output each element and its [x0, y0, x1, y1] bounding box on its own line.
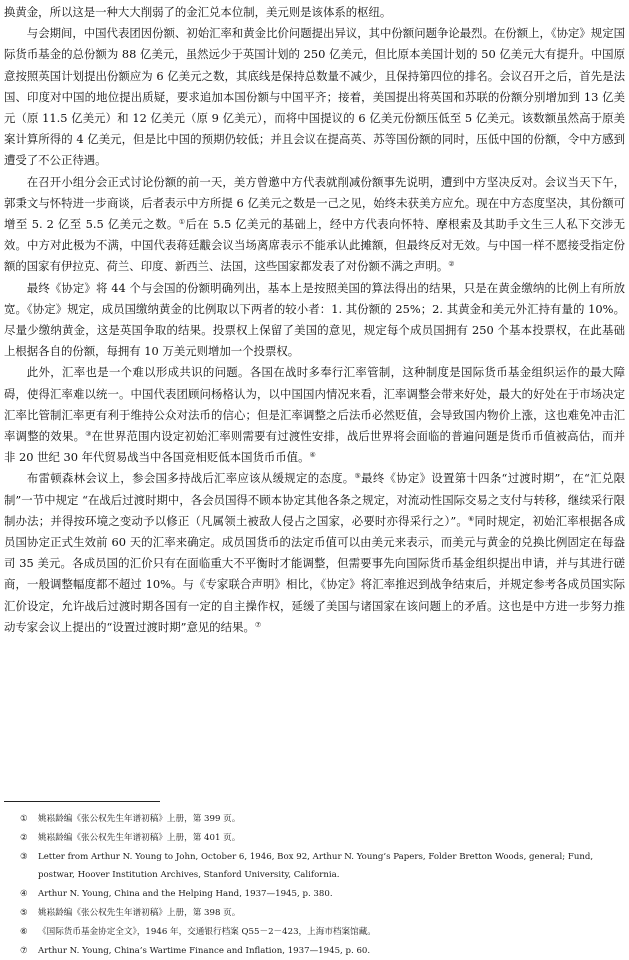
paragraph-text: 最终《协定》将 44 个与会国的份额明确列出，基本上是按照美国的算法得出的结果，只是在黄金缴纳的比例上有所放宽。《协定》规定，成员国缴纳黄金的比例取以下两者的较小者：1. 其份额的 25%；2. 其黄金和美元外汇持有量的 10%。尽量少缴纳黄金，这是英国争取的结果。投票权上保留了美国的意见，规定每个成员国拥有 250 个基本投票权，在此基础上根据各自的份额，每拥有 10 万美元则增加一个投票权。: [4, 280, 625, 359]
footnote-number: ⑤: [20, 907, 28, 918]
footnote-text: Letter from Arthur N. Young to John, October 6, 1946, Box 92, Arthur N. Young’s Papers, Folder Bretton Woods, general; Fund, postwar, Hoover Institution Archives, Stanford University, California.: [38, 851, 594, 881]
footnote-text: 姚崧龄编《张公权先生年谱初稿》上册，第 399 页。: [38, 814, 241, 824]
footnote-item: [4, 848, 625, 886]
paragraph-1: [4, 2, 625, 23]
footnote-ref[interactable]: ②: [448, 260, 455, 269]
body-text: [4, 2, 625, 638]
paragraph-6: [4, 468, 625, 638]
footnote-item: [4, 810, 625, 829]
footnote-text: 姚崧龄编《张公权先生年谱初稿》上册，第 401 页。: [38, 832, 241, 843]
footnote-number: ④: [20, 889, 28, 900]
footnote-item: [4, 904, 625, 923]
paragraph-text: 在世界范围内设定初始汇率则需要有过渡性安排，战后世界将会面临的普遍问题是货币币值被高估，而并非 20 世纪 30 年代贸易战当中各国竞相贬低本国货币币值。: [4, 429, 625, 465]
footnote-number: ①: [20, 814, 28, 824]
footnote-number: ⑥: [20, 926, 28, 937]
paragraph-text: 同时规定，初始汇率根据各成员国协定正式生效前 60 天的汇率来确定。成员国货币的法定币值可以由美元来表示，而美元与黄金的兑换比例固定在每盎司 35 美元。各成员国的汇价只有在面临重大不平衡时才能调整，但需要事先向国际货币基金组织提出申请，并与其进行磋商，一般调整幅度都不超过 10%。与《专家联合声明》相比，《协定》将汇率推迟到战争结束后，并规定参考各成员国实际汇价设定，允许战后过渡时期各国有一定的自主操作权，延缓了美国与诸国家在该问题上的矛盾。这也是中方进一步努力推动专家会议上提出的“设置过渡时期”意见的结果。: [4, 513, 625, 634]
paragraph-5: [4, 362, 625, 468]
paragraph-text: 布雷顿森林会议上，参会国多持战后汇率应该从缓规定的态度。: [26, 471, 355, 486]
footnote-ref[interactable]: ⑥: [468, 514, 475, 523]
paragraph-text: 与会期间，中国代表团因份额、初始汇率和黄金比价问题提出异议，其中份额问题争论最烈。在份额上，《协定》规定国际货币基金的总份额为 88 亿美元，虽然远少于英国计划的 250 亿美元，但比原本美国计划的 50 亿美元大有提升。中国原意按照英国计划提出份额应为 6 亿美元之数，其底线是保持总数量不减少，且保持第四位的排名。会议召开之后，首先是法国、印度对中国的地位提出质疑，要求追加本国份额与中国平齐；接着，美国提出将英国和苏联的份额分别增加到 13 亿美元（原 11.5 亿美元）和 12 亿美元（原 9 亿美元），而将中国提议的 6 亿美元份额压低至 5 亿美元。该数额虽然高于原美案计算所得的 4 亿美元，但是比中国的预期仍较低；并且会议在提高英、苏等国份额的同时，压低中国的份额，令中方感到遭受了不公正待遇。: [4, 26, 625, 168]
paragraph-text: 最终《协定》设置第十四条“过渡时期”，在“汇兑限制”一节中规定 “在战后过渡时期中，各会员国得不顾本协定其他各条之规定，对流动性国际交易之支付与转移，继续采行限制办法；并得按环境之变动予以修正（凡属领土被敌人侵占之国家，必要时亦得采行之）”。: [4, 471, 625, 528]
footnote-item: [4, 923, 625, 942]
footnotes: [4, 810, 625, 960]
paragraph-2: [4, 23, 625, 171]
footnote-ref[interactable]: ④: [309, 451, 316, 460]
paragraph-4: [4, 278, 625, 363]
footnote-text: 《国际货币基金协定全文》，1946 年，交通银行档案 Q55－2－423，上海市档案馆藏。: [38, 926, 376, 937]
footnote-item: [4, 829, 625, 848]
footnote-text: 姚崧龄编《张公权先生年谱初稿》上册，第 398 页。: [38, 907, 241, 918]
footnote-divider: [4, 801, 160, 802]
footnote-number: ③: [20, 851, 28, 862]
paragraph-text: 换黄金，所以这是一种大大削弱了的金汇兑本位制，美元则是该体系的枢纽。: [4, 5, 392, 19]
footnote-number: ②: [20, 832, 28, 843]
footnote-item: [4, 885, 625, 904]
footnote-ref[interactable]: ⑦: [254, 620, 262, 629]
footnote-ref[interactable]: ③: [85, 430, 92, 439]
footnote-ref[interactable]: ⑤: [354, 472, 362, 481]
paragraph-3: [4, 172, 625, 278]
footnote-text: Arthur N. Young, China and the Helping Hand, 1937—1945, p. 380.: [38, 889, 333, 900]
footnote-text: Arthur N. Young, China’s Wartime Finance and Inflation, 1937—1945, p. 60.: [38, 945, 371, 956]
paragraph-text: 后在 5.5 亿美元的基础上，经中方代表向怀特、摩根索及其助手文生三人私下交涉无效。中方对此极为不满，中国代表蒋廷黻会议当场离席表示不能承认此摊额，但最终反对无效。与中国一样不愿接受指定份额的国家有伊拉克、荷兰、印度、新西兰、法国，这些国家都发表了对份额不满之声明。: [4, 217, 626, 274]
paragraph-text: 在召开小组分会正式讨论份额的前一天，美方曾邀中方代表就削减份额事先说明，遭到中方坚决反对。会议当天下午，郭秉文与怀特进一步商谈，后者表示中方所提 6 亿美元之数是一己之见，始终未获美方应允。现在中方态度坚决，其份额可增至 5. 2 亿至 5.5 亿美元之数。: [4, 174, 625, 232]
footnote-ref[interactable]: ①: [178, 218, 186, 227]
footnote-number: ⑦: [20, 945, 28, 956]
paragraph-text: 此外，汇率也是一个难以形成共识的问题。各国在战时多奉行汇率管制，这种制度是国际货币基金组织运作的最大障碍，使得汇率难以统一。中国代表团顾问杨格认为，以中国国内情况来看，汇率调整会带来好处，最大的好处在于市场决定汇率比管制汇率更有利于维持公众对法币的信心；但是汇率调整之后法币必然贬值，会导致国内物价上涨，这也难免冲击汇率调整的效果。: [4, 365, 625, 444]
